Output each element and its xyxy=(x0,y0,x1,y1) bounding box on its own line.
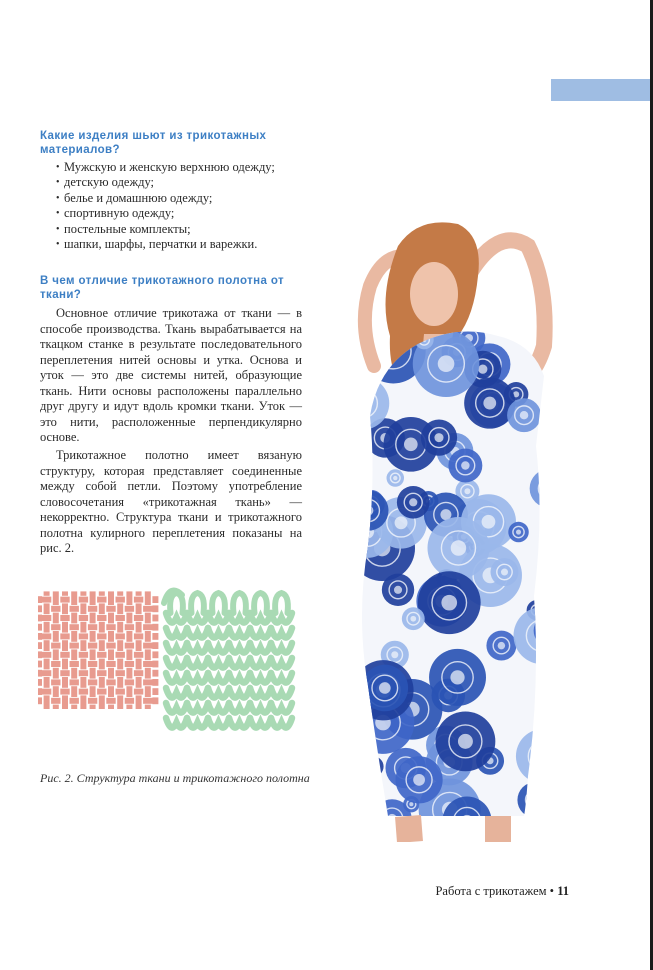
paragraph-knit-structure: Трикотажное полотно имеет вязаную структуру, которая представляет соединенные между собой петли. Поэтому употребление словосочетания «трикотажная ткань» — некорректно. Структура ткани и трикотажного полотна кулирного переплетения показаны на рис. 2. xyxy=(40,448,302,555)
footer-separator: • xyxy=(549,884,555,898)
section-tab xyxy=(551,79,650,101)
list-item: • спортивную одежду; xyxy=(40,206,302,221)
list-item: • Мужскую и женскую верхнюю одежду; xyxy=(40,160,302,175)
product-list xyxy=(40,160,302,252)
figure-caption: Рис. 2. Структура ткани и трикотажного полотна xyxy=(40,771,310,785)
woman-in-floral-dress-photo xyxy=(348,216,570,842)
paragraph-difference: Основное отличие трикотажа от ткани — в способе производства. Ткань вырабатывается на ткацком станке в результате последовательного переплетения нитей основы и утка. Основа и уток — это две системы нитей, образующие ткань. Нити основы расположены параллельно друг другу и идут вдоль кромки ткани. Уток — это нити, расположенные перпендикулярно основе. xyxy=(40,306,302,444)
heading-products: Какие изделия шьют из трикотажных материалов? xyxy=(40,130,267,156)
knitted-fabric-diagram xyxy=(164,591,292,728)
figure-weave-and-knit xyxy=(38,583,298,748)
page-footer xyxy=(320,884,569,899)
footer-section-title: Работа с трикотажем xyxy=(435,884,547,898)
heading-difference: В чем отличие трикотажного полотна от ткани? xyxy=(40,275,285,301)
list-item: • белье и домашнюю одежду; xyxy=(40,191,302,206)
list-item: • постельные комплекты; xyxy=(40,222,302,237)
page-number: 11 xyxy=(557,884,569,898)
list-item: • шапки, шарфы, перчатки и варежки. xyxy=(40,237,302,252)
list-item: • детскую одежду; xyxy=(40,175,302,190)
woven-fabric-diagram xyxy=(38,591,158,709)
